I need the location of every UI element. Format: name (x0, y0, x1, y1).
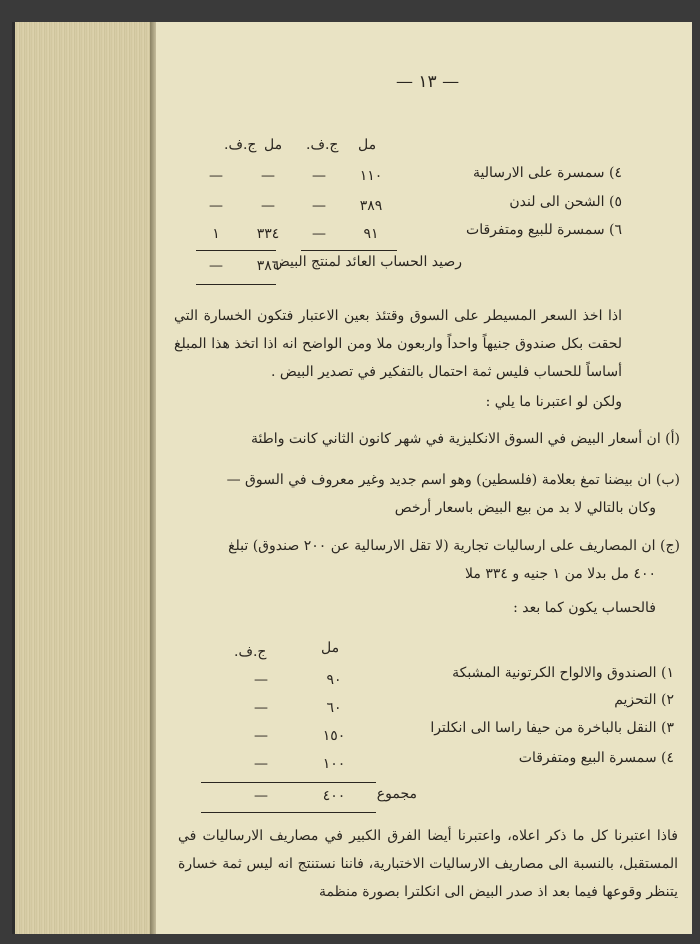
t2-row-jf: — (254, 700, 268, 716)
t1-header-jf-right: ج.ف. (306, 137, 339, 153)
t1-row-jf: — (312, 168, 326, 184)
t1-row-mil: ٩١ (363, 226, 379, 242)
page-number: — ١٣ — (396, 72, 460, 92)
t2-row-jf: — (254, 672, 268, 688)
t1-row-mil2: — (261, 168, 275, 184)
t1-row-jf2: — (209, 198, 223, 214)
book-page-edges (12, 22, 155, 934)
t2-row-mil: ٩٠ (326, 672, 342, 688)
t2-row-mil: ١٠٠ (322, 756, 346, 772)
t1-header-jf-left: ج.ف. (224, 137, 257, 153)
t2-header-mil: مل (321, 640, 340, 656)
t2-row-jf: — (254, 728, 268, 744)
t1-row-mil2: ٣٣٤ (256, 226, 280, 242)
item-b-line2: وكان بالتالي لا بد من بيع البيض باسعار أرخص (394, 500, 656, 516)
t1-row-jf2: ١ (212, 226, 220, 242)
t2-total-mil: ٤٠٠ (322, 788, 346, 804)
t2-rule-top (201, 782, 376, 783)
t1-row-label: ٤) سمسرة على الارسالية (472, 165, 622, 181)
t1-row-mil2: — (261, 198, 275, 214)
t2-total-jf: — (254, 788, 268, 804)
t2-rule-bottom (201, 812, 376, 813)
paragraph-loss: اذا اخذ السعر المسيطر على السوق وقتئذ بعين الاعتبار فتكون الخسارة التي لحقت بكل صندوق جنيهاً واحداً واربعون ملا ومن الواضح انه اذا اتخذ هذا المبلغ أساساً للحساب فليس ثمة احتمال بالتفكير في تصدير البيض . (174, 308, 622, 380)
t2-total-label: مجموع (376, 786, 417, 802)
t2-row-label: ١) الصندوق والالواح الكرتونية المشبكة (452, 665, 674, 681)
t1-row-mil: ٣٨٩ (359, 198, 383, 214)
t2-row-label: ٢) التحزيم (614, 692, 674, 708)
item-b-line1: (ب) ان بيضنا تمغ بعلامة (فلسطين) وهو اسم جديد وغير معروف في السوق — (226, 472, 680, 488)
t2-row-jf: — (254, 756, 268, 772)
item-a: (أ) ان أسعار البيض في السوق الانكليزية في شهر كانون الثاني كانت واطئة (250, 431, 680, 447)
considerations-intro: ولكن لو اعتبرنا ما يلي : (485, 394, 622, 410)
t1-row-mil: ١١٠ (359, 168, 383, 184)
t1-balance-mil: ٣٨٦ (256, 258, 280, 274)
t2-row-mil: ١٥٠ (322, 728, 346, 744)
t1-balance-label: رصيد الحساب العائد لمنتج البيض (272, 254, 462, 270)
t1-row-jf: — (312, 226, 326, 242)
t2-row-label: ٤) سمسرة البيع ومتفرقات (518, 750, 674, 766)
item-c-line2: ٤٠٠ مل بدلا من ١ جنيه و ٣٣٤ ملا (465, 566, 656, 582)
book-page (156, 22, 692, 934)
t1-row-label: ٥) الشحن الى لندن (509, 194, 622, 210)
account-intro: فالحساب يكون كما بعد : (513, 600, 656, 616)
t2-row-label: ٣) النقل بالباخرة من حيفا راسا الى انكلترا (430, 720, 674, 736)
t2-row-mil: ٦٠ (326, 700, 342, 716)
t1-header-mil-left: مل (264, 137, 283, 153)
t2-header-jf: ج.ف. (234, 644, 267, 660)
t1-balance-jf: — (209, 258, 223, 274)
t1-row-label: ٦) سمسرة للبيع ومتفرقات (466, 222, 622, 238)
t1-rule-balance (196, 284, 276, 285)
t1-rule-left (196, 250, 276, 251)
t1-row-jf2: — (209, 168, 223, 184)
t1-row-jf: — (312, 198, 326, 214)
t1-header-mil-right: مل (358, 137, 377, 153)
paragraph-conclusion: فاذا اعتبرنا كل ما ذكر اعلاه، واعتبرنا أيضا الفرق الكبير في مصاريف الارساليات في المستقبل، بالنسبة الى مصاريف الارساليات الاختبارية، فاننا نستنتج انه ليس ثمة خسارة يتنظر وقوعها فيما بعد اذ صدر البيض الى انكلترا بصورة منظمة (178, 828, 678, 900)
item-c-line1: (ج) ان المصاريف على ارساليات تجارية (لا تقل الارسالية عن ٢٠٠ صندوق) تبلغ (228, 538, 680, 554)
t1-rule-right (301, 250, 397, 251)
